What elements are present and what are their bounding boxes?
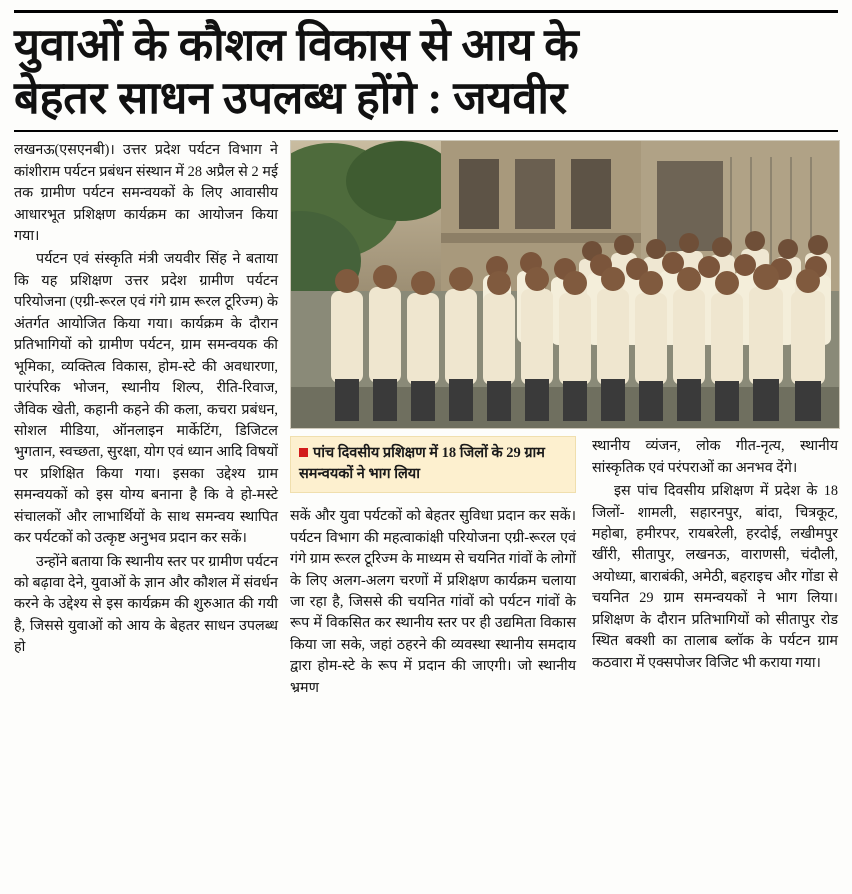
group-photo (290, 140, 840, 429)
photo-caption (290, 436, 576, 493)
headline-line-1: युवाओं के कौशल विकास से आय के (14, 20, 579, 70)
paragraph: सकें और युवा पर्यटकों को बेहतर सुविधा प्रदान कर सकें। पर्यटन विभाग की महत्वाकांक्षी परियोजना एग्री-रूरल एवं गंगे ग्राम रूरल टूरिज्म के माध्यम से चयनित गांवों के लोगों के लिए अलग-अलग चरणों में प्रशिक्षण कार्यक्रम चलाया जा रहा है, जिससे की चयनित गांवों को पर्यटन गांवों के रूप में विकसित कर स्थानीय स्तर पर ही उद्यमिता विकास किया जा सके, जहां ठहरने की व्यवस्था स्थानीय समदाय द्वारा होम-स्टे के रूप में प्रदान की जाएगी। जो स्थानीय भ्रमण (290, 508, 576, 696)
group-photo-image (291, 141, 839, 428)
paragraph: स्थानीय व्यंजन, लोक गीत-नृत्य, स्थानीय सांस्कृतिक एवं परंपराओं का अनभव देंगे। (592, 438, 838, 476)
caption-bullet-icon (299, 448, 308, 457)
paragraph: लखनऊ(एसएनबी)। उत्तर प्रदेश पर्यटन विभाग ने कांशीराम पर्यटन प्रबंधन संस्थान में 28 अप्रैल से 2 मई तक ग्रामीण पर्यटन समन्वयकों के लिए आवासीय आधारभूत प्रशिक्षण कार्यक्रम का आयोजन किया गया। (14, 142, 278, 245)
top-divider (14, 10, 838, 13)
paragraph: पर्यटन एवं संस्कृति मंत्री जयवीर सिंह ने बताया कि यह प्रशिक्षण उत्तर प्रदेश ग्रामीण पर्यटन परियोजना (एग्री-रूरल एवं गंगे ग्राम रूरल टूरिज्म) के अंतर्गत आयोजित किया गया। कार्यक्रम के दौरान प्रतिभागियों को ग्रामीण पर्यटन, ग्राम समन्वयक की भूमिका, व्यक्तित्व विकास, होम-स्टे की अवधारणा, पारंपरिक भोजन, स्थानीय शिल्प, रीति-रिवाज, जैविक खेती, कहानी कहने की कला, कचरा प्रबंधन, सोशल मीडिया, ऑनलाइन मार्केटिंग, डिजिटल भुगतान, स्वच्छता, सुरक्षा, योग एवं ध्यान आदि विषयों पर प्रशिक्षित किया गया। इसका उद्देश्य ग्राम समन्वयकों को इस योग्य बनाना है कि वे हो-मस्टे संचालकों और लाभार्थियों के साथ समन्वय स्थापित कर पर्यटकों को उत्कृष्ट अनुभव प्रदान कर सकें। (14, 251, 278, 547)
headline-divider (14, 130, 838, 132)
article-column-3 (592, 436, 838, 676)
paragraph: इस पांच दिवसीय प्रशिक्षण में प्रदेश के 18 जिलों- शामली, सहारनपुर, बांदा, चित्रकूट, महोबा, हमीरपर, रायबरेली, हरदोई, लखीमपुर खींरी, सीतापुर, लखनऊ, वाराणसी, चंदौली, अयोध्या, बाराबंकी, अमेठी, बहराइच और गोंडा से चयनित 29 ग्राम समन्वयकों ने भाग लिया। प्रशिक्षण के दौरान प्रतिभागियों को सीतापुर रोड स्थित बक्शी का तालाब ब्लॉक के पर्यटन ग्राम कठवारा में एक्सपोजर विजिट भी कराया गया। (592, 483, 838, 671)
article-column-2 (290, 506, 576, 701)
caption-text: पांच दिवसीय प्रशिक्षण में 18 जिलों के 29 ग्राम समन्वयकों ने भाग लिया (299, 445, 545, 483)
page-title (14, 19, 838, 124)
headline-line-2: बेहतर साधन उपलब्ध होंगे : जयवीर (14, 72, 567, 123)
article-column-1 (14, 140, 278, 661)
paragraph: उन्होंने बताया कि स्थानीय स्तर पर ग्रामीण पर्यटन को बढ़ावा देने, युवाओं के ज्ञान और कौशल में संवर्धन करने के उद्देश्य से इस कार्यक्रम की शुरुआत की गयी है, जिससे युवाओं को आय के बेहतर साधन उपलब्ध हो (14, 553, 278, 656)
article-body (14, 140, 838, 800)
